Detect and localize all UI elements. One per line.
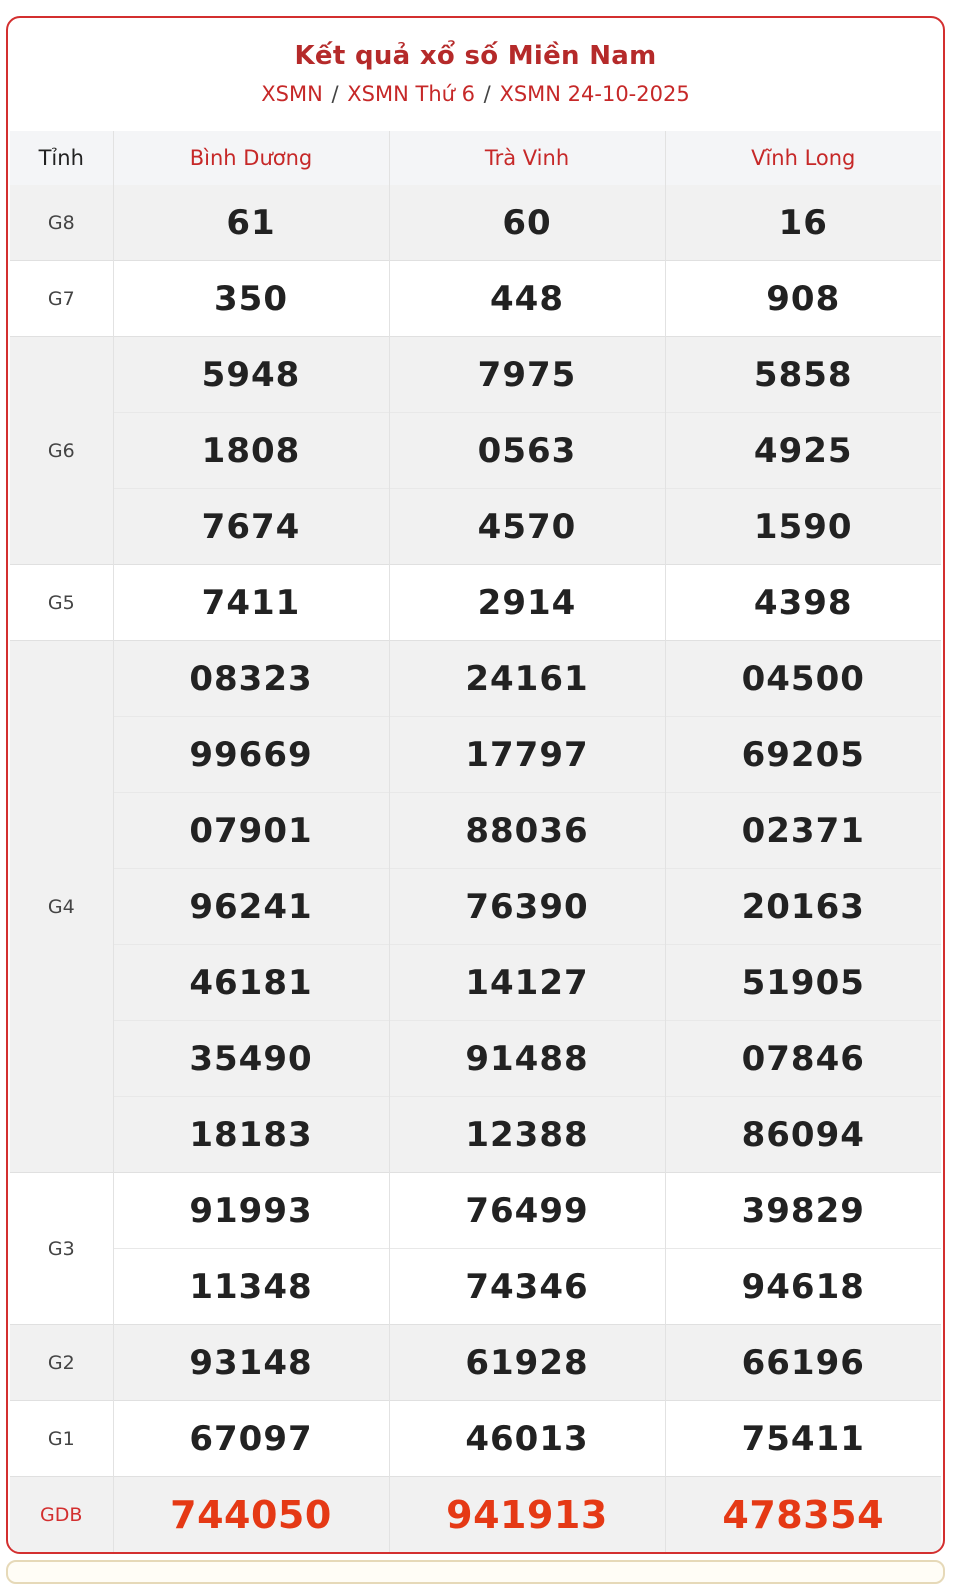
prize-number: 908 bbox=[665, 261, 941, 337]
prize-row-g4 bbox=[10, 869, 941, 945]
prize-label-g6: G6 bbox=[10, 337, 113, 565]
prize-row-g4 bbox=[10, 717, 941, 793]
prize-number: 7975 bbox=[389, 337, 665, 413]
prize-row-g6 bbox=[10, 489, 941, 565]
prize-label-g2: G2 bbox=[10, 1325, 113, 1401]
prize-label-g4: G4 bbox=[10, 641, 113, 1173]
prize-row-g1 bbox=[10, 1401, 941, 1477]
table-header-row bbox=[10, 131, 941, 185]
prize-label-g7: G7 bbox=[10, 261, 113, 337]
prize-row-g4 bbox=[10, 641, 941, 717]
breadcrumb-separator: / bbox=[483, 82, 491, 106]
prize-row-g4 bbox=[10, 1097, 941, 1173]
breadcrumb-link-date[interactable]: XSMN 24-10-2025 bbox=[499, 82, 690, 106]
prize-number: 93148 bbox=[113, 1325, 389, 1401]
prize-number: 02371 bbox=[665, 793, 941, 869]
prize-row-g4 bbox=[10, 1021, 941, 1097]
breadcrumb bbox=[8, 80, 943, 108]
prize-number: 66196 bbox=[665, 1325, 941, 1401]
next-section-edge bbox=[6, 1560, 945, 1584]
results-card bbox=[6, 16, 945, 1554]
breadcrumb-separator: / bbox=[331, 82, 339, 106]
column-header-binh-duong[interactable]: Bình Dương bbox=[113, 131, 389, 185]
column-header-tra-vinh[interactable]: Trà Vinh bbox=[389, 131, 665, 185]
prize-row-g5 bbox=[10, 565, 941, 641]
prize-number: 7674 bbox=[113, 489, 389, 565]
prize-number: 2914 bbox=[389, 565, 665, 641]
prize-number: 88036 bbox=[389, 793, 665, 869]
prize-number: 20163 bbox=[665, 869, 941, 945]
prize-number: 75411 bbox=[665, 1401, 941, 1477]
prize-number: 448 bbox=[389, 261, 665, 337]
special-prize-number: 941913 bbox=[389, 1477, 665, 1553]
prize-row-g6 bbox=[10, 413, 941, 489]
prize-number: 4570 bbox=[389, 489, 665, 565]
prize-number: 1590 bbox=[665, 489, 941, 565]
prize-number: 4398 bbox=[665, 565, 941, 641]
prize-row-g6 bbox=[10, 337, 941, 413]
prize-label-g1: G1 bbox=[10, 1401, 113, 1477]
prize-number: 12388 bbox=[389, 1097, 665, 1173]
prize-number: 5858 bbox=[665, 337, 941, 413]
prize-number: 86094 bbox=[665, 1097, 941, 1173]
prize-number: 91488 bbox=[389, 1021, 665, 1097]
results-table bbox=[10, 131, 941, 1552]
special-prize-number: 478354 bbox=[665, 1477, 941, 1553]
breadcrumb-link-xsmn[interactable]: XSMN bbox=[261, 82, 323, 106]
prize-number: 7411 bbox=[113, 565, 389, 641]
column-header-province: Tỉnh bbox=[10, 131, 113, 185]
prize-number: 94618 bbox=[665, 1249, 941, 1325]
prize-number: 76499 bbox=[389, 1173, 665, 1249]
page-title: Kết quả xổ số Miền Nam bbox=[294, 41, 657, 71]
prize-row-g4 bbox=[10, 945, 941, 1021]
prize-number: 14127 bbox=[389, 945, 665, 1021]
prize-number: 76390 bbox=[389, 869, 665, 945]
prize-number: 07901 bbox=[113, 793, 389, 869]
prize-number: 1808 bbox=[113, 413, 389, 489]
prize-label-gdb: GDB bbox=[10, 1477, 113, 1553]
prize-number: 60 bbox=[389, 185, 665, 261]
prize-number: 39829 bbox=[665, 1173, 941, 1249]
prize-number: 74346 bbox=[389, 1249, 665, 1325]
prize-number: 0563 bbox=[389, 413, 665, 489]
column-header-vinh-long[interactable]: Vĩnh Long bbox=[665, 131, 941, 185]
prize-row-g8 bbox=[10, 185, 941, 261]
prize-number: 04500 bbox=[665, 641, 941, 717]
prize-number: 350 bbox=[113, 261, 389, 337]
prize-number: 51905 bbox=[665, 945, 941, 1021]
prize-row-g7 bbox=[10, 261, 941, 337]
prize-number: 5948 bbox=[113, 337, 389, 413]
prize-row-gdb bbox=[10, 1477, 941, 1553]
prize-number: 69205 bbox=[665, 717, 941, 793]
prize-number: 07846 bbox=[665, 1021, 941, 1097]
prize-number: 91993 bbox=[113, 1173, 389, 1249]
prize-number: 08323 bbox=[113, 641, 389, 717]
prize-row-g3 bbox=[10, 1173, 941, 1249]
prize-number: 99669 bbox=[113, 717, 389, 793]
prize-label-g8: G8 bbox=[10, 185, 113, 261]
prize-number: 18183 bbox=[113, 1097, 389, 1173]
prize-number: 61 bbox=[113, 185, 389, 261]
prize-number: 61928 bbox=[389, 1325, 665, 1401]
prize-label-g3: G3 bbox=[10, 1173, 113, 1325]
results-body bbox=[10, 185, 941, 1552]
special-prize-number: 744050 bbox=[113, 1477, 389, 1553]
breadcrumb-link-weekday[interactable]: XSMN Thứ 6 bbox=[347, 82, 475, 106]
prize-number: 11348 bbox=[113, 1249, 389, 1325]
results-header bbox=[8, 18, 943, 131]
prize-row-g4 bbox=[10, 793, 941, 869]
prize-number: 4925 bbox=[665, 413, 941, 489]
prize-number: 17797 bbox=[389, 717, 665, 793]
prize-row-g3 bbox=[10, 1249, 941, 1325]
prize-row-g2 bbox=[10, 1325, 941, 1401]
prize-number: 46181 bbox=[113, 945, 389, 1021]
prize-label-g5: G5 bbox=[10, 565, 113, 641]
prize-number: 35490 bbox=[113, 1021, 389, 1097]
prize-number: 24161 bbox=[389, 641, 665, 717]
prize-number: 96241 bbox=[113, 869, 389, 945]
prize-number: 67097 bbox=[113, 1401, 389, 1477]
prize-number: 16 bbox=[665, 185, 941, 261]
prize-number: 46013 bbox=[389, 1401, 665, 1477]
